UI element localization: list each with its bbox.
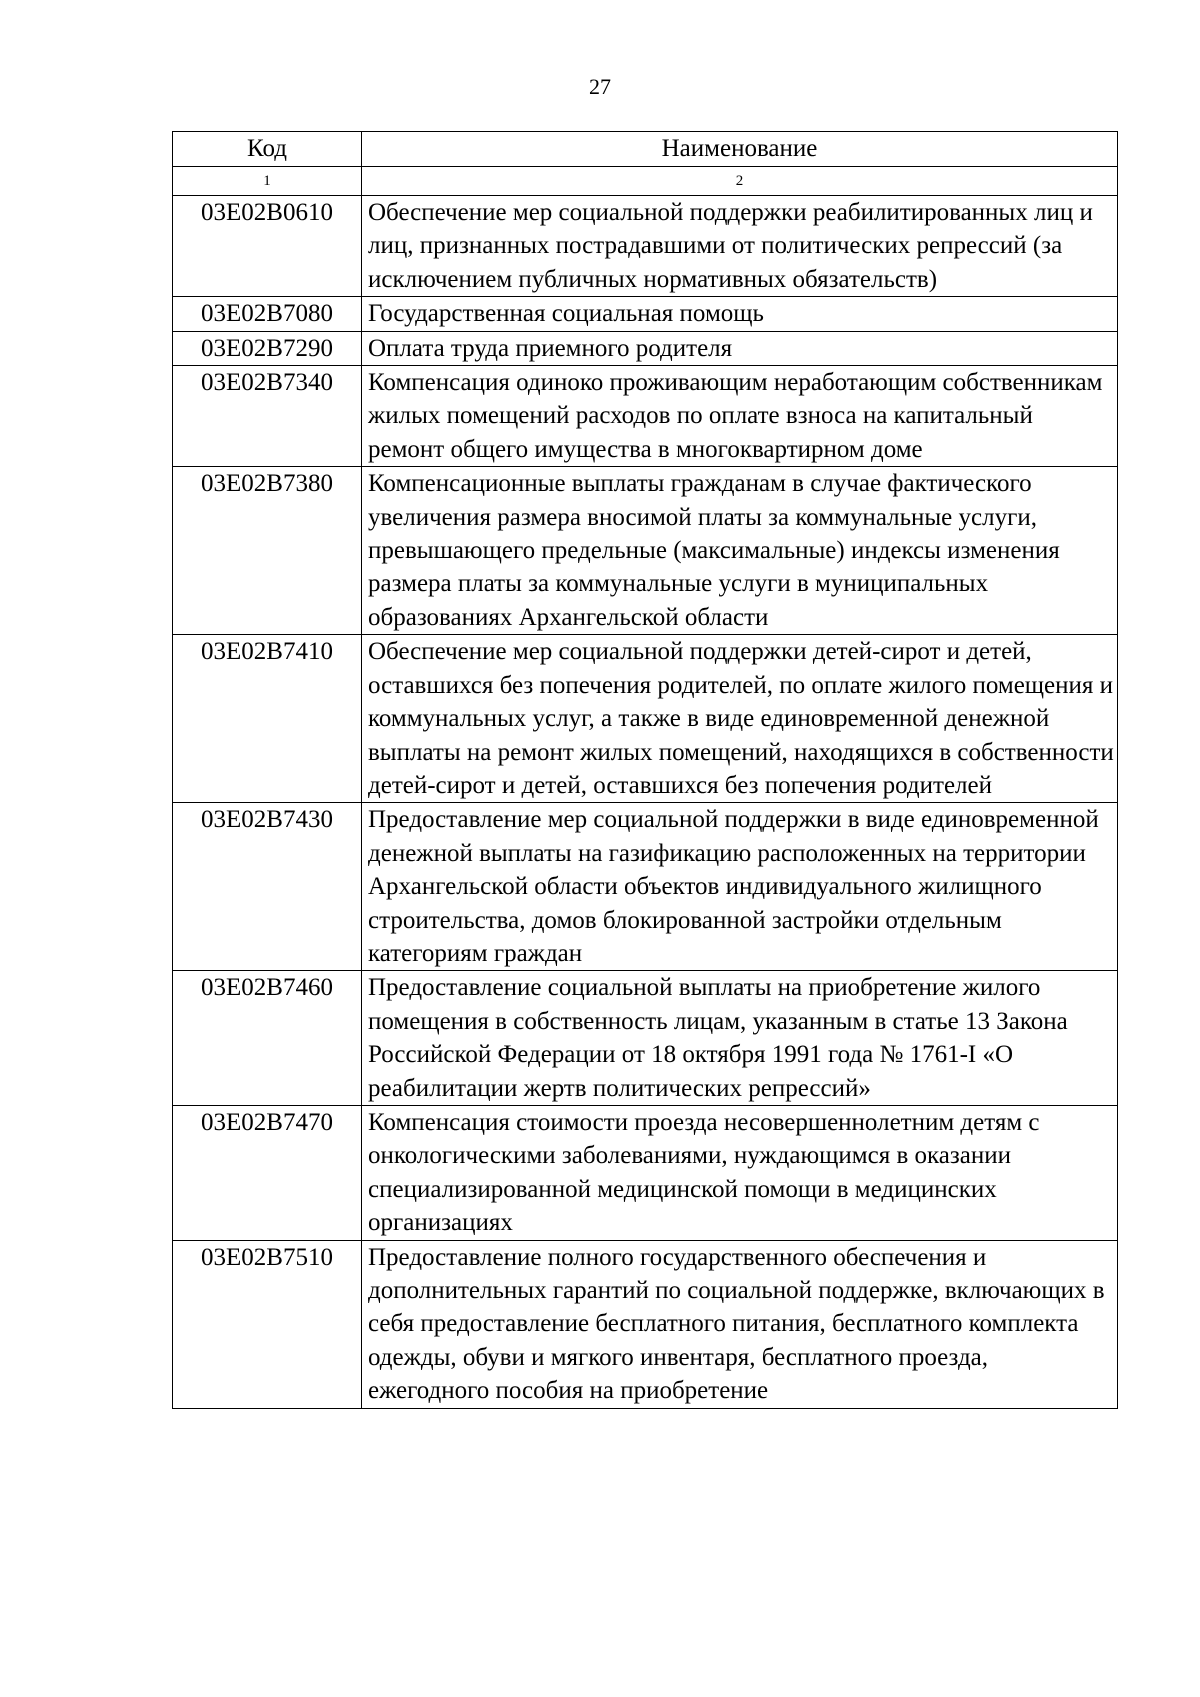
row-code: 03Е02В7080 bbox=[173, 297, 362, 331]
row-name: Оплата труда приемного родителя bbox=[362, 331, 1118, 365]
header-code: Код bbox=[173, 132, 362, 167]
row-name: Государственная социальная помощь bbox=[362, 297, 1118, 331]
table-row bbox=[173, 331, 1118, 365]
row-name: Компенсация стоимости проезда несовершеннолетним детям с онкологическими заболеваниями, нуждающимся в оказании специализированной медицинской помощи в медицинских организациях bbox=[362, 1105, 1118, 1240]
row-name: Предоставление социальной выплаты на приобретение жилого помещения в собственность лицам, указанным в статье 13 Закона Российской Федерации от 18 октября 1991 года № 1761-I «О реабилитации жертв политических репрессий» bbox=[362, 971, 1118, 1106]
column-number-2: 2 bbox=[362, 167, 1118, 196]
row-code: 03Е02В0610 bbox=[173, 196, 362, 297]
table-row bbox=[173, 635, 1118, 803]
table-row bbox=[173, 467, 1118, 635]
column-number-row bbox=[173, 167, 1118, 196]
table-row bbox=[173, 1105, 1118, 1240]
row-code: 03Е02В7430 bbox=[173, 803, 362, 971]
row-code: 03Е02В7510 bbox=[173, 1240, 362, 1408]
table-row bbox=[173, 196, 1118, 297]
table-row bbox=[173, 971, 1118, 1106]
row-code: 03Е02В7380 bbox=[173, 467, 362, 635]
column-number-1: 1 bbox=[173, 167, 362, 196]
page-number: 27 bbox=[589, 74, 611, 99]
header-name: Наименование bbox=[362, 132, 1118, 167]
row-code: 03Е02В7410 bbox=[173, 635, 362, 803]
table-row bbox=[173, 297, 1118, 331]
table-header-row bbox=[173, 132, 1118, 167]
row-code: 03Е02В7460 bbox=[173, 971, 362, 1106]
table-row bbox=[173, 803, 1118, 971]
row-code: 03Е02В7340 bbox=[173, 366, 362, 467]
budget-codes-table bbox=[172, 131, 1118, 1409]
table-row bbox=[173, 1240, 1118, 1408]
row-code: 03Е02В7470 bbox=[173, 1105, 362, 1240]
row-name: Обеспечение мер социальной поддержки реабилитированных лиц и лиц, признанных пострадавшими от политических репрессий (за исключением публичных нормативных обязательств) bbox=[362, 196, 1118, 297]
row-name: Компенсация одиноко проживающим неработающим собственникам жилых помещений расходов по оплате взноса на капитальный ремонт общего имущества в многоквартирном доме bbox=[362, 366, 1118, 467]
table-row bbox=[173, 366, 1118, 467]
row-name: Предоставление полного государственного обеспечения и дополнительных гарантий по социальной поддержке, включающих в себя предоставление бесплатного питания, бесплатного комплекта одежды, обуви и мягкого инвентаря, бесплатного проезда, ежегодного пособия на приобретение bbox=[362, 1240, 1118, 1408]
row-code: 03Е02В7290 bbox=[173, 331, 362, 365]
row-name: Компенсационные выплаты гражданам в случае фактического увеличения размера вносимой платы за коммунальные услуги, превышающего предельные (максимальные) индексы изменения размера платы за коммунальные услуги в муниципальных образованиях Архангельской области bbox=[362, 467, 1118, 635]
row-name: Обеспечение мер социальной поддержки детей-сирот и детей, оставшихся без попечения родителей, по оплате жилого помещения и коммунальных услуг, а также в виде единовременной денежной выплаты на ремонт жилых помещений, находящихся в собственности детей-сирот и детей, оставшихся без попечения родителей bbox=[362, 635, 1118, 803]
row-name: Предоставление мер социальной поддержки в виде единовременной денежной выплаты на газификацию расположенных на территории Архангельской области объектов индивидуального жилищного строительства, домов блокированной застройки отдельным категориям граждан bbox=[362, 803, 1118, 971]
